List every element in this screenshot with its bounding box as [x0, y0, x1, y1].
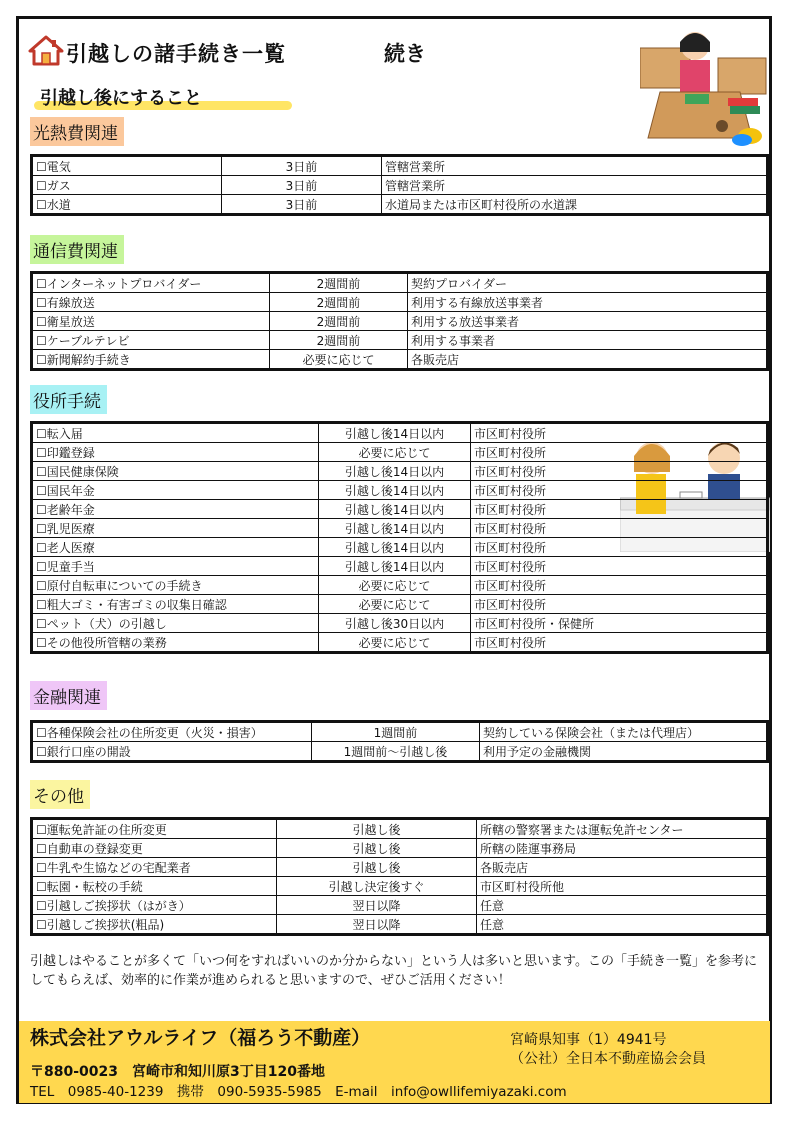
- timing-cell: 2週間前: [270, 273, 408, 293]
- table-row: [32, 819, 768, 839]
- table-row: [32, 273, 768, 293]
- contact-cell: 管轄営業所: [382, 176, 768, 195]
- contact-cell: 利用する有線放送事業者: [408, 293, 768, 312]
- timing-cell: 引越し決定後すぐ: [277, 877, 477, 896]
- section-heading: その他: [30, 780, 90, 809]
- table-row: [32, 742, 768, 762]
- timing-cell: 引越し後14日以内: [319, 462, 471, 481]
- task-cell[interactable]: ☐インターネットプロバイダー: [32, 273, 270, 293]
- task-cell[interactable]: ☐粗大ゴミ・有害ゴミの収集日確認: [32, 595, 319, 614]
- timing-cell: 必要に応じて: [319, 633, 471, 653]
- timing-cell: 引越し後14日以内: [319, 500, 471, 519]
- task-cell[interactable]: ☐国民年金: [32, 481, 319, 500]
- page-subtitle: 引越し後にすること: [40, 88, 202, 109]
- contact-cell: 市区町村役所: [471, 481, 768, 500]
- timing-cell: 1週間前～引越し後: [312, 742, 480, 762]
- closing-note: 引越しはやることが多くて「いつ何をすればいいのか分からない」という人は多いと思います。この「手続き一覧」を参考にしてもらえば、効率的に作業が進められると思いますので、ぜひご活用ください！: [30, 954, 757, 988]
- table-row: [32, 633, 768, 653]
- timing-cell: 必要に応じて: [319, 576, 471, 595]
- table-row: [32, 293, 768, 312]
- task-cell[interactable]: ☐自動車の登録変更: [32, 839, 277, 858]
- contact-cell: 水道局または市区町村役所の水道課: [382, 195, 768, 215]
- task-cell[interactable]: ☐運転免許証の住所変更: [32, 819, 277, 839]
- contact-cell: 市区町村役所: [471, 500, 768, 519]
- contact-cell: 市区町村役所・保健所: [471, 614, 768, 633]
- task-cell[interactable]: ☐衛星放送: [32, 312, 270, 331]
- association-membership: （公社）全日本不動産協会会員: [510, 1051, 706, 1067]
- timing-cell: 引越し後14日以内: [319, 519, 471, 538]
- task-cell[interactable]: ☐原付自転車についての手続き: [32, 576, 319, 595]
- company-contact: TEL 0985-40-1239 携帯 090-5935-5985 E-mail info@owllifemiyazaki.com: [30, 1084, 567, 1100]
- table-row: [32, 595, 768, 614]
- table-row: [32, 557, 768, 576]
- contact-cell: 市区町村役所: [471, 423, 768, 443]
- table-row: [32, 350, 768, 370]
- contact-cell: 市区町村役所: [471, 633, 768, 653]
- table-row: [32, 156, 768, 176]
- checklist-table: [30, 720, 769, 763]
- checklist-table: [30, 421, 769, 654]
- timing-cell: 2週間前: [270, 331, 408, 350]
- timing-cell: 2週間前: [270, 293, 408, 312]
- timing-cell: 翌日以降: [277, 915, 477, 935]
- task-cell[interactable]: ☐牛乳や生協などの宅配業者: [32, 858, 277, 877]
- contact-cell: 利用する放送事業者: [408, 312, 768, 331]
- table-row: [32, 462, 768, 481]
- task-cell[interactable]: ☐印鑑登録: [32, 443, 319, 462]
- license-number: 宮崎県知事（1）4941号: [510, 1032, 667, 1048]
- page-title-continued: 続き: [384, 42, 426, 66]
- contact-cell: 管轄営業所: [382, 156, 768, 176]
- timing-cell: 引越し後: [277, 839, 477, 858]
- task-cell[interactable]: ☐ガス: [32, 176, 222, 195]
- section-heading: 役所手続: [30, 385, 107, 414]
- task-cell[interactable]: ☐各種保険会社の住所変更（火災・損害）: [32, 722, 312, 742]
- company-address: 〒880-0023 宮崎市和知川原3丁目120番地: [30, 1064, 325, 1080]
- company-name: 株式会社アウルライフ（福ろう不動産）: [30, 1027, 371, 1049]
- table-row: [32, 519, 768, 538]
- table-row: [32, 877, 768, 896]
- table-row: [32, 500, 768, 519]
- timing-cell: 3日前: [222, 195, 382, 215]
- task-cell[interactable]: ☐老齢年金: [32, 500, 319, 519]
- contact-cell: 任意: [477, 915, 768, 935]
- task-cell[interactable]: ☐電気: [32, 156, 222, 176]
- table-row: [32, 481, 768, 500]
- task-cell[interactable]: ☐引越しご挨拶状（はがき）: [32, 896, 277, 915]
- task-cell[interactable]: ☐新聞解約手続き: [32, 350, 270, 370]
- checklist-table: [30, 154, 769, 216]
- task-cell[interactable]: ☐転入届: [32, 423, 319, 443]
- contact-cell: 市区町村役所: [471, 462, 768, 481]
- table-row: [32, 722, 768, 742]
- timing-cell: 引越し後30日以内: [319, 614, 471, 633]
- section-heading: 金融関連: [30, 681, 107, 710]
- task-cell[interactable]: ☐その他役所管轄の業務: [32, 633, 319, 653]
- table-row: [32, 576, 768, 595]
- moving-boxes-illustration: [640, 28, 770, 148]
- section-heading: 光熱費関連: [30, 117, 124, 146]
- contact-cell: 市区町村役所: [471, 538, 768, 557]
- task-cell[interactable]: ☐引越しご挨拶状(粗品): [32, 915, 277, 935]
- timing-cell: 1週間前: [312, 722, 480, 742]
- checklist-table: [30, 817, 769, 936]
- timing-cell: 引越し後14日以内: [319, 423, 471, 443]
- table-row: [32, 423, 768, 443]
- timing-cell: 翌日以降: [277, 896, 477, 915]
- timing-cell: 3日前: [222, 156, 382, 176]
- table-row: [32, 195, 768, 215]
- table-row: [32, 896, 768, 915]
- task-cell[interactable]: ☐ペット（犬）の引越し: [32, 614, 319, 633]
- table-row: [32, 858, 768, 877]
- timing-cell: 引越し後: [277, 858, 477, 877]
- table-row: [32, 538, 768, 557]
- page-title: 引越しの諸手続き一覧: [66, 42, 286, 66]
- checklist-table: [30, 271, 769, 371]
- contact-cell: 所轄の警察署または運転免許センター: [477, 819, 768, 839]
- section-heading: 通信費関連: [30, 235, 124, 264]
- contact-cell: 各販売店: [408, 350, 768, 370]
- timing-cell: 引越し後14日以内: [319, 538, 471, 557]
- task-cell[interactable]: ☐銀行口座の開設: [32, 742, 312, 762]
- task-cell[interactable]: ☐児童手当: [32, 557, 319, 576]
- contact-cell: 市区町村役所: [471, 443, 768, 462]
- contact-cell: 契約プロバイダー: [408, 273, 768, 293]
- timing-cell: 必要に応じて: [319, 595, 471, 614]
- timing-cell: 必要に応じて: [319, 443, 471, 462]
- contact-cell: 契約している保険会社（または代理店）: [480, 722, 768, 742]
- contact-cell: 市区町村役所: [471, 576, 768, 595]
- timing-cell: 2週間前: [270, 312, 408, 331]
- task-cell[interactable]: ☐老人医療: [32, 538, 319, 557]
- task-cell[interactable]: ☐転園・転校の手続: [32, 877, 277, 896]
- table-row: [32, 614, 768, 633]
- contact-cell: 任意: [477, 896, 768, 915]
- task-cell[interactable]: ☐国民健康保険: [32, 462, 319, 481]
- table-row: [32, 331, 768, 350]
- task-cell[interactable]: ☐ケーブルテレビ: [32, 331, 270, 350]
- contact-cell: 市区町村役所: [471, 557, 768, 576]
- task-cell[interactable]: ☐有線放送: [32, 293, 270, 312]
- contact-cell: 市区町村役所: [471, 595, 768, 614]
- table-row: [32, 176, 768, 195]
- timing-cell: 引越し後: [277, 819, 477, 839]
- timing-cell: 3日前: [222, 176, 382, 195]
- table-row: [32, 312, 768, 331]
- table-row: [32, 443, 768, 462]
- timing-cell: 引越し後14日以内: [319, 557, 471, 576]
- house-icon: [28, 34, 64, 66]
- contact-cell: 市区町村役所: [471, 519, 768, 538]
- contact-cell: 利用する事業者: [408, 331, 768, 350]
- contact-cell: 利用予定の金融機関: [480, 742, 768, 762]
- table-row: [32, 839, 768, 858]
- contact-cell: 各販売店: [477, 858, 768, 877]
- timing-cell: 必要に応じて: [270, 350, 408, 370]
- contact-cell: 所轄の陸運事務局: [477, 839, 768, 858]
- timing-cell: 引越し後14日以内: [319, 481, 471, 500]
- contact-cell: 市区町村役所他: [477, 877, 768, 896]
- task-cell[interactable]: ☐水道: [32, 195, 222, 215]
- task-cell[interactable]: ☐乳児医療: [32, 519, 319, 538]
- table-row: [32, 915, 768, 935]
